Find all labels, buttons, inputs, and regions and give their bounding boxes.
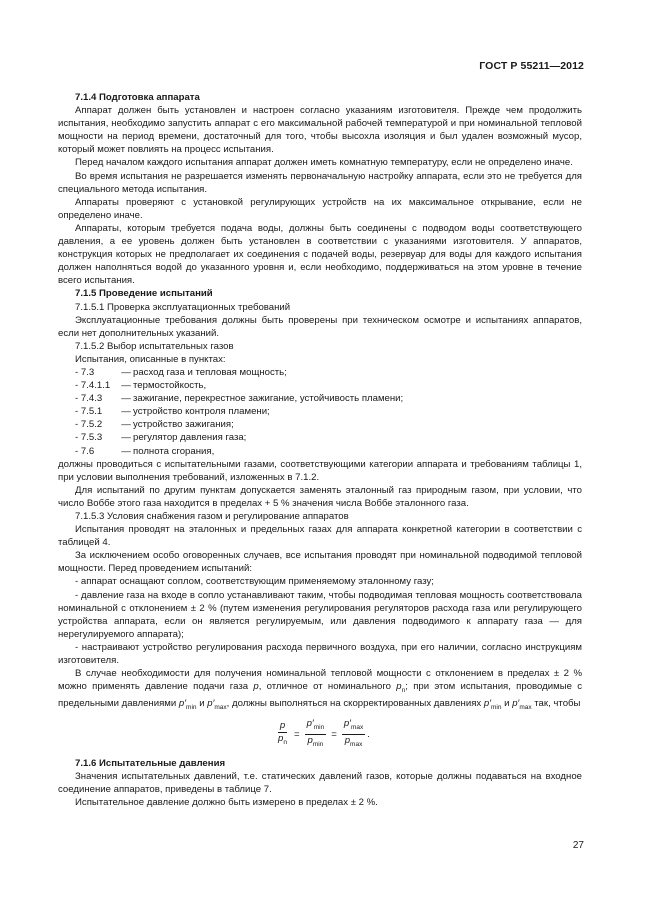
paragraph: Во время испытания не разрешается изменять первоначальную настройку аппарата, если это не требуется для специального метода испытания.: [58, 170, 582, 195]
list-item: - 7.4.3 — зажигание, перекрестное зажигание, устойчивость пламени;: [75, 393, 404, 405]
list-item: - 7.5.2 — устройство зажигания;: [75, 419, 234, 431]
page-body: [58, 91, 582, 809]
paragraph: За исключением особо оговоренных случаев, все испытания проводят при номинальной подводимой тепловой мощности. Перед проведением испытаний:: [58, 550, 582, 575]
paragraph: Испытания проводят на эталонных и предельных газах для аппарата конкретной категории в соответствии с таблицей 4.: [58, 524, 582, 549]
subsection-title-7-1-5-2: 7.1.5.2 Выбор испытательных газов: [75, 340, 234, 352]
list-item: - 7.3 — расход газа и тепловая мощность;: [75, 366, 287, 378]
list-item: - 7.4.1.1 — термостойкость,: [75, 380, 207, 392]
fraction: $\frac{p'_{max}}{p_{max}}$: [343, 718, 364, 749]
paragraph: Аппараты проверяют с установкой регулирующих устройств на их максимальное открывание, если не определено иначе.: [58, 196, 582, 221]
bullet-item: - давление газа на входе в сопло устанавливают таким, чтобы подводимая тепловая мощность соответствовала номинальной с отклонением ± 2 % (путем изменения регулирования регуляторов расхода газа или регулирующего устройства аппарата, если он является регулируемым, или давления подводимого к аппарату газа — для нерегулируемого аппарата);: [58, 589, 582, 640]
fraction: $\frac{p}{p_n}$: [278, 720, 287, 747]
test-list: [58, 366, 582, 458]
list-item: - 7.6 — полнота сгорания,: [75, 445, 215, 457]
subsection-title-7-1-5-3: 7.1.5.3 Условия снабжения газом и регулирование аппаратов: [75, 511, 349, 522]
paragraph: Аппараты, которым требуется подача воды, должны быть соединены с подводом воды соответствующего давления, а ее уровень должен быть установлен в соответствии с указаниями изготовителя. У аппаратов, конструкция которых не предполагает их соединения с подачей воды, резервуар для воды для каждого испытания должен наполняться водой до указанного уровня и, если необходимо, поддерживаться на этом уровне в течение всего испытания.: [58, 222, 582, 287]
list-item: - 7.5.1 — устройство контроля пламени;: [75, 406, 270, 418]
section-heading-7-1-5: 7.1.5 Проведение испытаний: [75, 288, 213, 300]
paragraph: Испытания, описанные в пунктах:: [75, 353, 226, 365]
list-item: - 7.5.3 — регулятор давления газа;: [75, 432, 247, 444]
paragraph: Аппарат должен быть установлен и настроен согласно указаниям изготовителя. Прежде чем продолжить испытания, необходимо запустить аппарат с его максимальной рабочей температурой и при номинальной тепловой мощности на период времени, достаточный для того, чтобы высохла изоляция и был удален возможный мусор, который может повлиять на процесс испытания.: [58, 105, 582, 156]
paragraph-pressure: В случае необходимости для получения номинальной тепловой мощности с отклонением в пределах ± 2 % можно применять давление подачи газа p, отличное от номинального $p_n$; при этом испытания, проводимые с предельными давлениями $p'_{min}$ и $p'_{max}$, должны выполняться на скорректированных давлениях $p'_{min}$ и $p'_{max}$ так, чтобы: [58, 668, 583, 712]
doc-header: ГОСТ Р 55211—2012: [479, 60, 584, 72]
subsection-title-7-1-5-1: 7.1.5.1 Проверка эксплуатационных требований: [75, 301, 291, 313]
fraction: $\frac{p'_{min}}{p_{min}}$: [306, 718, 325, 749]
paragraph: Для испытаний по другим пунктам допускается заменять эталонный газ природным газом, при условии, что число Воббе этого газа находится в пределах + 5 % значения числа Воббе эталонного газа.: [58, 484, 582, 509]
paragraph: Испытательное давление должно быть измерено в пределах ± 2 %.: [75, 797, 378, 809]
paragraph: Перед началом каждого испытания аппарат должен иметь комнатную температуру, если не определено иначе.: [75, 157, 573, 169]
paragraph: Эксплуатационные требования должны быть проверены при техническом осмотре и испытаниях аппаратов, если нет дополнительных указаний.: [58, 314, 582, 339]
pressure-formula: $\frac{p}{p_n}$ = $\frac{p'_{min}}{p_{min}}$ = $\frac{p'_{max}}{p_{max}}$ .: [274, 718, 582, 751]
section-heading-7-1-4: 7.1.4 Подготовка аппарата: [75, 92, 200, 103]
bullet-item: - аппарат оснащают соплом, соответствующим применяемому эталонному газу;: [75, 576, 434, 588]
bullet-item: - настраивают устройство регулирования расхода первичного воздуха, при его наличии, согласно инструкциям изготовителя.: [58, 641, 582, 667]
paragraph: должны проводиться с испытательными газами, соответствующими категории аппарата и требованиям таблицы 1, при условии выполнения требований, изложенных в 7.1.2.: [58, 458, 582, 483]
page-number: 27: [572, 840, 584, 851]
paragraph: Значения испытательных давлений, т.е. статических давлений газов, которые должны подаваться на входное соединение аппаратов, приведены в таблице 7.: [58, 771, 582, 796]
section-heading-7-1-6: 7.1.6 Испытательные давления: [75, 758, 226, 770]
